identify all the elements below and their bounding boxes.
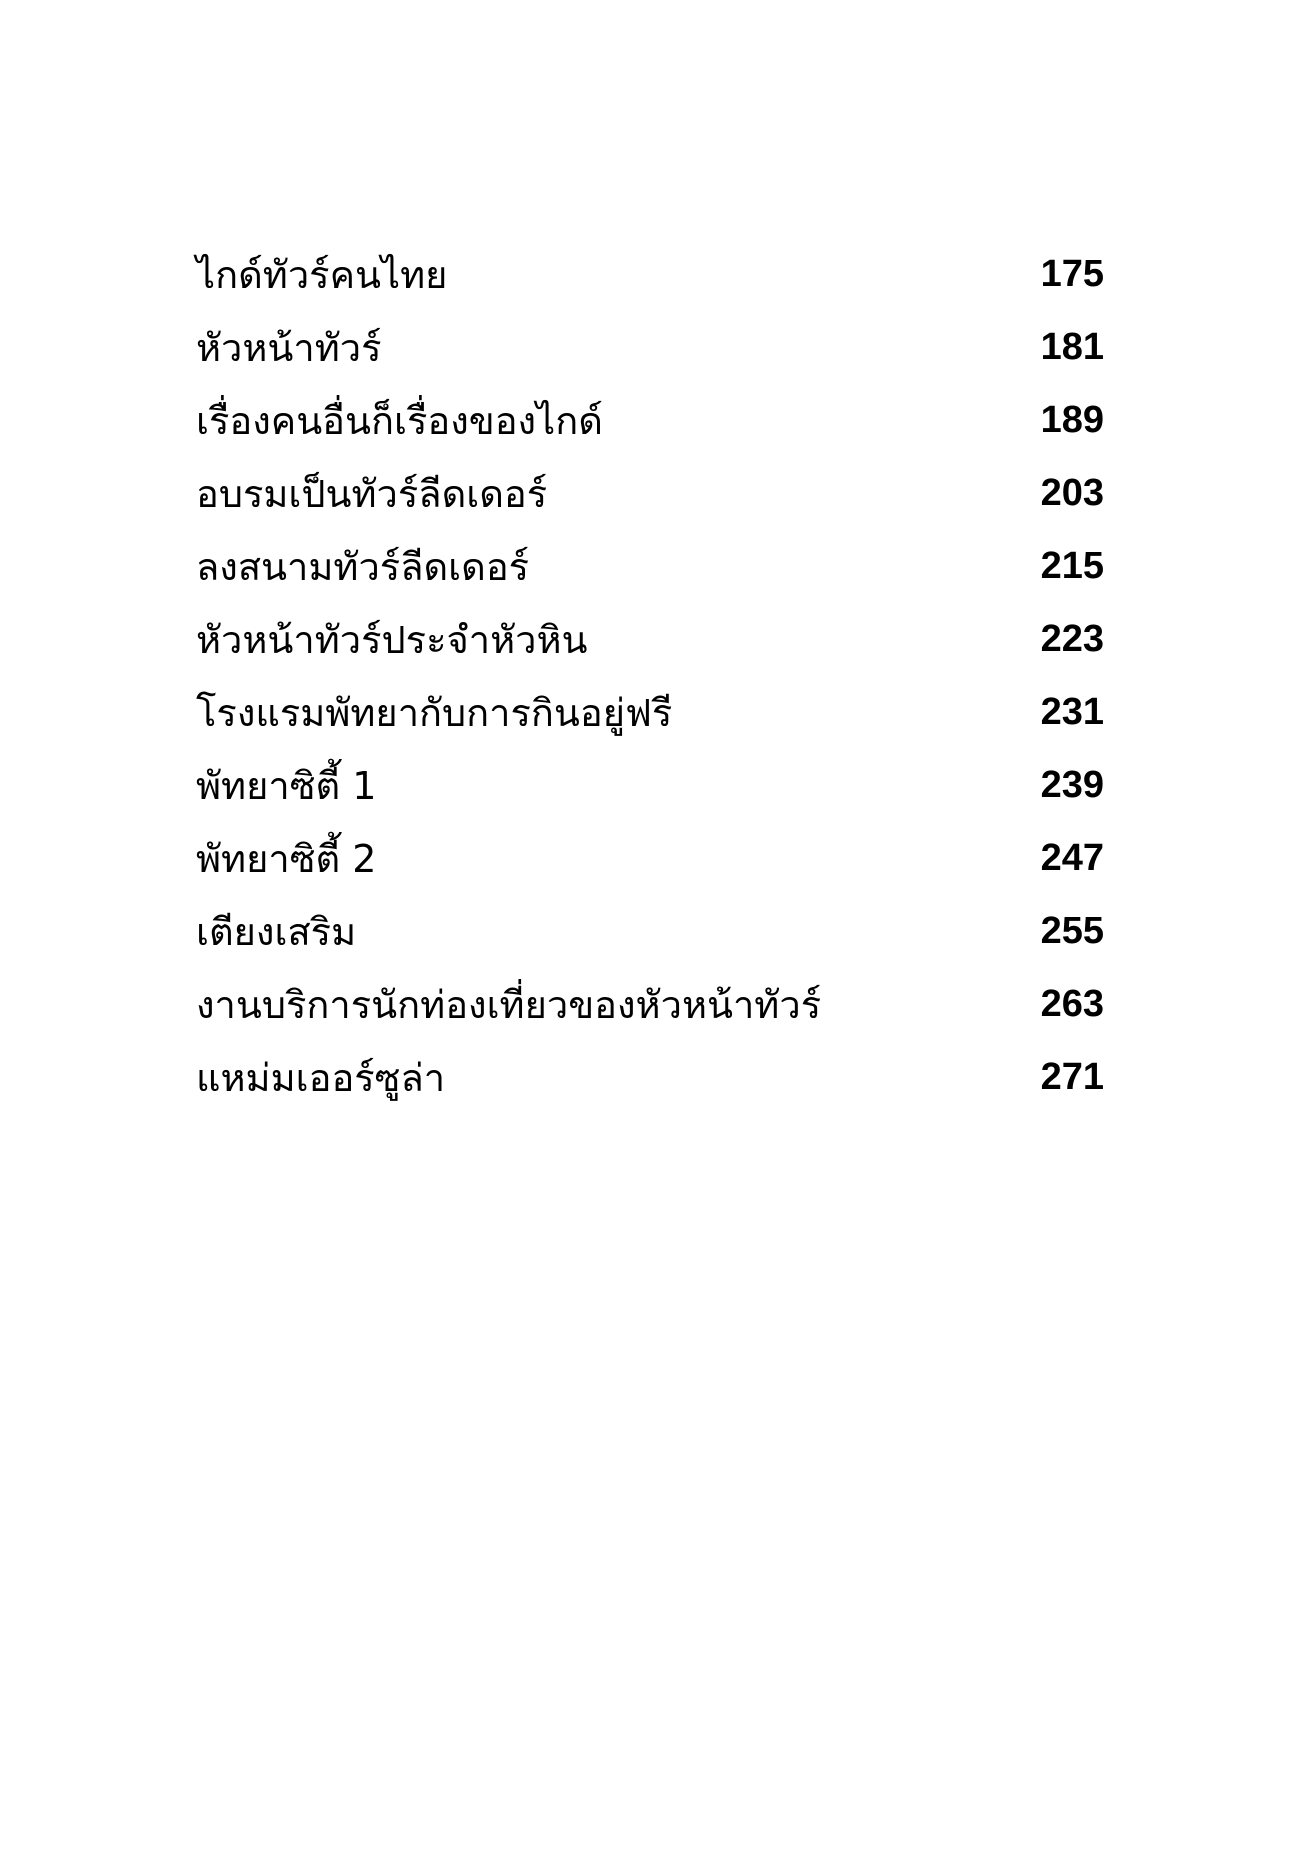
toc-entry-title: พัทยาซิตี้ 2 — [196, 837, 377, 881]
toc-entry[interactable] — [196, 238, 1104, 311]
toc-entry-page: 223 — [1040, 618, 1104, 660]
toc-entry[interactable] — [196, 676, 1104, 749]
toc-entry-title: ลงสนามทัวร์ลีดเดอร์ — [196, 545, 530, 589]
toc-entry-title: เตียงเสริม — [196, 910, 357, 954]
toc-entry[interactable] — [196, 1041, 1104, 1114]
toc-entry-title: โรงแรมพัทยากับการกินอยู่ฟรี — [196, 691, 673, 735]
toc-entry-page: 181 — [1040, 326, 1104, 368]
toc-entry-page: 203 — [1040, 472, 1104, 514]
toc-entry[interactable] — [196, 822, 1104, 895]
toc-entry-page: 175 — [1040, 253, 1104, 295]
toc-entry-title: พัทยาซิตี้ 1 — [196, 764, 377, 808]
toc-entry[interactable] — [196, 311, 1104, 384]
toc-entry-title: หัวหน้าทัวร์ — [196, 326, 382, 370]
toc-entry-page: 263 — [1040, 983, 1104, 1025]
toc-entry-page: 189 — [1040, 399, 1104, 441]
toc-entry-page: 239 — [1040, 764, 1104, 806]
toc-entry-page: 231 — [1040, 691, 1104, 733]
toc-entry-page: 215 — [1040, 545, 1104, 587]
toc-entry-title: ไกด์ทัวร์คนไทย — [196, 253, 448, 297]
toc-entry-page: 271 — [1040, 1056, 1104, 1098]
toc-entry-title: งานบริการนักท่องเที่ยวของหัวหน้าทัวร์ — [196, 983, 822, 1027]
toc-entry-title: หัวหน้าทัวร์ประจำหัวหิน — [196, 618, 588, 662]
table-of-contents — [196, 238, 1104, 1114]
toc-entry[interactable] — [196, 895, 1104, 968]
toc-entry[interactable] — [196, 530, 1104, 603]
toc-entry-title: แหม่มเออร์ซูล่า — [196, 1056, 446, 1100]
toc-entry-title: อบรมเป็นทัวร์ลีดเดอร์ — [196, 472, 548, 516]
toc-entry-page: 247 — [1040, 837, 1104, 879]
toc-entry-page: 255 — [1040, 910, 1104, 952]
toc-entry[interactable] — [196, 457, 1104, 530]
toc-entry[interactable] — [196, 749, 1104, 822]
toc-entry-title: เรื่องคนอื่นก็เรื่องของไกด์ — [196, 399, 603, 443]
toc-entry[interactable] — [196, 603, 1104, 676]
toc-entry[interactable] — [196, 968, 1104, 1041]
toc-entry[interactable] — [196, 384, 1104, 457]
